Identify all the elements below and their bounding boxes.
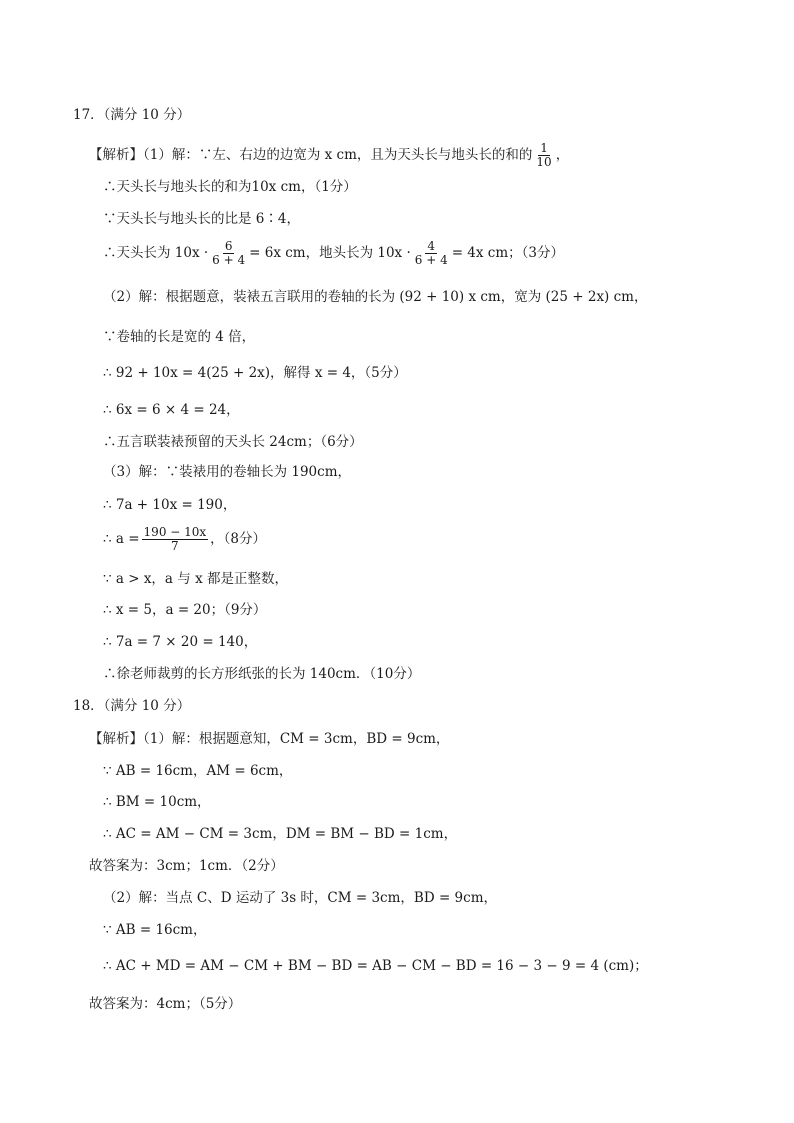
fraction-numerator: 1 bbox=[540, 141, 548, 155]
q17-line-10: （3）解：∵装裱用的卷轴长为 190cm， bbox=[103, 464, 352, 480]
q18-line-8: ∴ AC + MD = AM − CM + BM − BD = AB − CM − BD = 16 − 3 − 9 = 4 (cm)； bbox=[103, 958, 648, 974]
q17-line-6: ∵卷轴的长是宽的 4 倍， bbox=[103, 329, 256, 345]
question-18-header: 18．（满分 10 分） bbox=[73, 698, 191, 714]
q17-line-12-a: ∴ a = bbox=[103, 531, 140, 547]
q17-line-11: ∴ 7a + 10x = 190， bbox=[103, 497, 237, 513]
q17-line-7: ∴ 92 + 10x = 4(25 + 2x)，解得 x = 4，（5分） bbox=[103, 365, 407, 381]
q17-line-4-b: = 6x cm，地头长为 10x · bbox=[249, 245, 411, 261]
q18-line-6: （2）解：当点 C、D 运动了 3s 时，CM = 3cm，BD = 9cm， bbox=[103, 890, 498, 906]
q17-line-5: （2）解：根据题意，装裱五言联用的卷轴的长为 (92 + 10) x cm，宽为 (25 + 2x) cm， bbox=[103, 289, 648, 305]
q17-line-8: ∴ 6x = 6 × 4 = 24， bbox=[103, 402, 240, 418]
fraction-six-over-ten bbox=[210, 240, 247, 267]
fraction-denominator: 7 bbox=[171, 539, 179, 553]
q17-line-12-b: ，（8分） bbox=[210, 531, 267, 547]
q17-line-1 bbox=[89, 142, 569, 169]
q17-line-1-text: 【解析】（1）解：∵左、右边的边宽为 x cm，且为天头长与地头长的和的 bbox=[89, 147, 533, 163]
q17-line-3: ∵天头长与地头长的比是 6∶4， bbox=[103, 211, 300, 227]
q18-line-9: 故答案为：4cm；（5分） bbox=[89, 996, 242, 1012]
q17-line-9: ∴五言联装裱预留的天头长 24cm；（6分） bbox=[103, 434, 363, 450]
fraction-a-expression bbox=[142, 526, 209, 553]
q18-line-7: ∵ AB = 16cm， bbox=[103, 922, 207, 938]
fraction-denominator: 10 bbox=[536, 155, 552, 169]
q17-line-16: ∴徐老师裁剪的长方形纸张的长为 140cm．（10分） bbox=[103, 666, 421, 682]
q17-line-13: ∵ a > x，a 与 x 都是正整数， bbox=[103, 571, 288, 587]
q17-line-15: ∴ 7a = 7 × 20 = 140， bbox=[103, 634, 258, 650]
fraction-numerator: 4 bbox=[427, 239, 436, 253]
q18-line-3: ∴ BM = 10cm， bbox=[103, 794, 211, 810]
fraction-denominator: 6 + 4 bbox=[414, 253, 448, 267]
q17-line-4 bbox=[103, 240, 564, 267]
q17-line-4-c: = 4x cm；（3分） bbox=[451, 245, 565, 261]
q17-line-12 bbox=[103, 526, 266, 553]
fraction-four-over-ten bbox=[413, 240, 450, 267]
q18-line-4: ∴ AC = AM − CM = 3cm，DM = BM − BD = 1cm， bbox=[103, 826, 458, 842]
q17-line-14: ∴ x = 5，a = 20；（9分） bbox=[103, 602, 267, 618]
q17-line-1-end: ， bbox=[555, 147, 570, 163]
fraction-denominator: 6 + 4 bbox=[212, 253, 246, 267]
q18-line-1: 【解析】（1）解：根据题意知，CM = 3cm，BD = 9cm， bbox=[89, 731, 450, 747]
fraction-numerator: 190 − 10x bbox=[143, 525, 207, 539]
fraction-one-tenth bbox=[534, 142, 553, 169]
fraction-numerator: 6 bbox=[224, 239, 233, 253]
q17-line-4-a: ∴天头长为 10x · bbox=[103, 245, 209, 261]
q18-line-5: 故答案为：3cm；1cm．（2分） bbox=[89, 858, 284, 874]
q17-line-2: ∴天头长与地头长的和为10x cm，（1分） bbox=[103, 179, 357, 195]
question-17-header: 17．（满分 10 分） bbox=[73, 107, 191, 123]
q18-line-2: ∵ AB = 16cm，AM = 6cm， bbox=[103, 763, 293, 779]
